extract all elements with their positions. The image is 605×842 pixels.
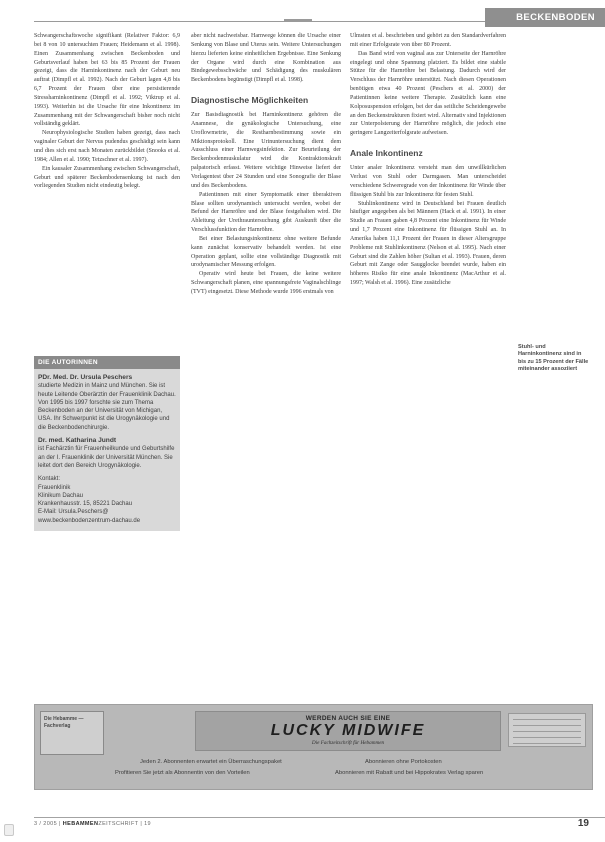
author-bio: studierte Medizin in Mainz und München. Sie ist heute Leitende Oberärztin der Frauenklinik Dachau. Von 1995 bis 1997 forschte sie zum Thema Beckenboden an der Universität von Michigan, USA. Ihr Schwerpunkt ist die Urogynäkologie und die Beckenbodenchirurgie. [38,383,176,431]
column-right [350,32,506,288]
page-number: 19 [577,818,589,829]
ad-subtitle: Die Fachzeitschrift für Hebammen [311,740,385,746]
ad-text: Jeden 2. Abonnenten erwartet ein Überraschungspaket [140,759,282,765]
paragraph: Das Band wird von vaginal aus zur Unterseite der Harnröhre eingelegt und ohne Spannung platziert. Es bildet eine stabile Stütze für die Harnröhre bei Belastung. Dadurch wird der Verschluss der Harnröhre unterstützt. Nach diesen Operationen benötigen etwa 40 Prozent (Peschers et al. 2000) der Patientinnen keine weitere Therapie. Zusätzlich kann eine Kolposuspension erfolgen, bei der das seitliche Scheidengewebe an den Beckenstrukturen fixiert wird. Alternativ sind Injektionen zur Unterpolsterung der Harnröhre möglich, die jedoch eine geringere Langzeiterfolgsrate aufweisen. [350,50,506,137]
pull-quote: Stuhl- und Harninkontinenz sind in bis zu 15 Prozent der Fälle miteinander assoziiert [518,344,589,373]
ad-banner [195,711,501,751]
column-middle [191,32,341,297]
author-name: PDr. Med. Dr. Ursula Peschers [38,374,133,381]
paragraph: Unter analer Inkontinenz versteht man den unwillkürlichen Verlust von Stuhl oder Darmgasen. Man unterscheidet verschiedene Schweregrade von der Inkontinenz für Winde über flüssigen Stuhl bis zur Inkontinenz für festen Stuhl. [350,165,506,198]
footer-journal: HEBAMMEN [62,821,99,827]
email-link[interactable]: E-Mail: Ursula.Peschers@ [38,509,109,516]
paragraph: Ulmsten et al. beschrieben und gehört zu den Standardverfahren mit einer Erfolgsrate von über 80 Prozent. [350,33,506,48]
subheading: Anale Inkontinenz [350,148,423,159]
ad-contact-box [508,713,586,747]
address-line: Frauenklinik [38,484,71,491]
paragraph: Stuhlinkontinenz wird in Deutschland bei Frauen deutlich häufiger angegeben als bei Männern (Hack et al. 1991). In einer Studie an Frauen gaben 4,8 Prozent eine Inkontinenz für Winde und 1,7 Prozent eine Inkontinenz für flüssigen Stuhl an. In Amerika haben 11,1 Prozent der Frauen in dieser Altersgruppe Probleme mit Stuhlinkontinenz (Nelson et al. 1995). Nach einer Geburt sind die Zahlen höher (Sultan et al. 1993). Frauen, deren Geburt mit Zange oder Saugglocke beendet wurde, haben ein höheres Risiko für eine anale Inkontinenz (MacArthur et al. 1997; Walsh et al. 1996). Eine zusätzliche [350,200,506,287]
author-box [34,356,180,531]
footer-issue: 3 / 2005 | [34,821,63,827]
ad-title: LUCKY MIDWIFE [270,722,426,739]
section-label: BECKENBODEN [485,8,605,27]
author-name: Dr. med. Katharina Jundt [38,437,117,445]
paragraph: Operativ wird heute bei Frauen, die keine weitere Schwangerschaft planen, eine spannungsfreie Vaginalschlinge (TVT) eingesetzt. Diese Methode wurde 1996 erstmals von [191,271,341,295]
ad-logo: Die Hebamme — Fachverlag [40,711,104,755]
address-label: Kontakt: [38,476,61,483]
address-line: Krankenhausstr. 15, 85221 Dachau [38,501,133,508]
paragraph: aber nicht nachweisbar. Harnwege können die Ursache einer Senkung von Blase und Uterus sein. Weitere Untersuchungen hierzu lieferten keine einheitlichen Ergebnisse. Eine Senkung der Organe wird durch eine Kombination aus Bindegewebsschwäche und Schädigung des muskulären Beckenbodens begünstigt (Dimpfl et al. 1998). [191,33,341,84]
author-box-title: DIE AUTORINNEN [34,356,180,369]
paragraph: Schwangerschaftswoche signifikant (Relativer Faktor: 6,9 bei 8 von 10 untersuchten Frauen; Heidemann et al. 1998). Einen Zusammenhang zwischen Beckenboden und Geburtsverlauf haben bei 63 bis 85 Prozent der Frauen gezeigt, dass die Harninkontinenz nach der Geburt neu auftrat (Dimpfl et al. 1992). Nach der Geburt lagen 4,8 bis 6,7 Prozent der Frauen über eine persistierende Stressharninkontinenz (Dimpfl et al. 1992; Viktrup et al. 1993). Weiterhin ist die Ursache für eine Inkontinenz im Zusammenhang mit der Schwangerschaft bisher noch nicht vollständig geklärt. [34,33,180,128]
paragraph: Bei einer Belastungsinkontinenz ohne weitere Befunde kann zunächst konservativ behandelt werden. Ist eine Operation geplant, sollte eine vollständige Diagnostik mit urodynamischer Messung erfolgen. [191,235,341,269]
ad-text: Abonnieren ohne Portokosten [365,759,442,765]
paragraph: Patientinnen mit einer Symptomatik einer überaktiven Blase sollten urodynamisch untersucht werden, wobei der Befund der Harnröhre und der Blase festgehalten wird. Die Ableitung der Urethrauntersuchung gibt Auskunft über die Verschlussfunktion der Harnröhre. [191,191,341,234]
ad-tagline: WERDEN AUCH SIE EINE [305,715,391,722]
footer-rule [34,817,605,818]
footer-journal-suffix: ZEITSCHRIFT | 19 [98,821,152,827]
column-left [34,32,180,191]
paragraph: Neurophysiologische Studien haben gezeigt, dass nach vaginaler Geburt der Nervus pudendus geschädigt sein kann und dies sich erst nach Monaten zurückbildet (Snooks et al. 1984; Allen et al. 1990; Tetzschner et al. 1997). [34,130,180,163]
website-link[interactable]: www.beckenbodenzentrum-dachau.de [38,517,141,524]
paragraph: Ein kausaler Zusammenhang zwischen Schwangerschaft, Geburt und späterer Beckenbodensenkung ist nach den vorliegenden Studien nicht eindeutig belegt. [34,165,180,190]
footer-text [34,821,151,827]
author-box-body [34,369,180,531]
subheading: Diagnostische Möglichkeiten [191,95,309,106]
ad-text: Abonnieren mit Rabatt und bei Hippokrates Verlag sparen [335,770,484,776]
paragraph: Zur Basisdiagnostik bei Harninkontinenz gehören die Anamnese, die gynäkologische Untersuchung, eine Uroflowmetrie, die Restharnbestimmung sowie ein Miktionsprotokoll. Eine Urinuntersuchung dient dem Ausschluss einer Harnwegsinfektion. Zur Beurteilung der Beckenbodenmuskulatur wird die Kontraktionskraft palpatorisch erfasst. Weitere wichtige Hinweise liefert der Vorlagentest über 24 Stunden und eine Sonografie der Blase und des Beckenbodens. [191,112,341,189]
address-line: Klinikum Dachau [38,492,84,499]
corner-icon [4,824,14,836]
advertisement[interactable] [34,704,593,790]
author-bio: ist Fachärztin für Frauenheilkunde und Geburtshilfe an der I. Frauenklinik der Universität München. Sie leitet dort den Bereich Urogynäkologie. [38,446,175,469]
ad-text: Profitieren Sie jetzt als Abonnentin von den Vorteilen [115,770,250,776]
